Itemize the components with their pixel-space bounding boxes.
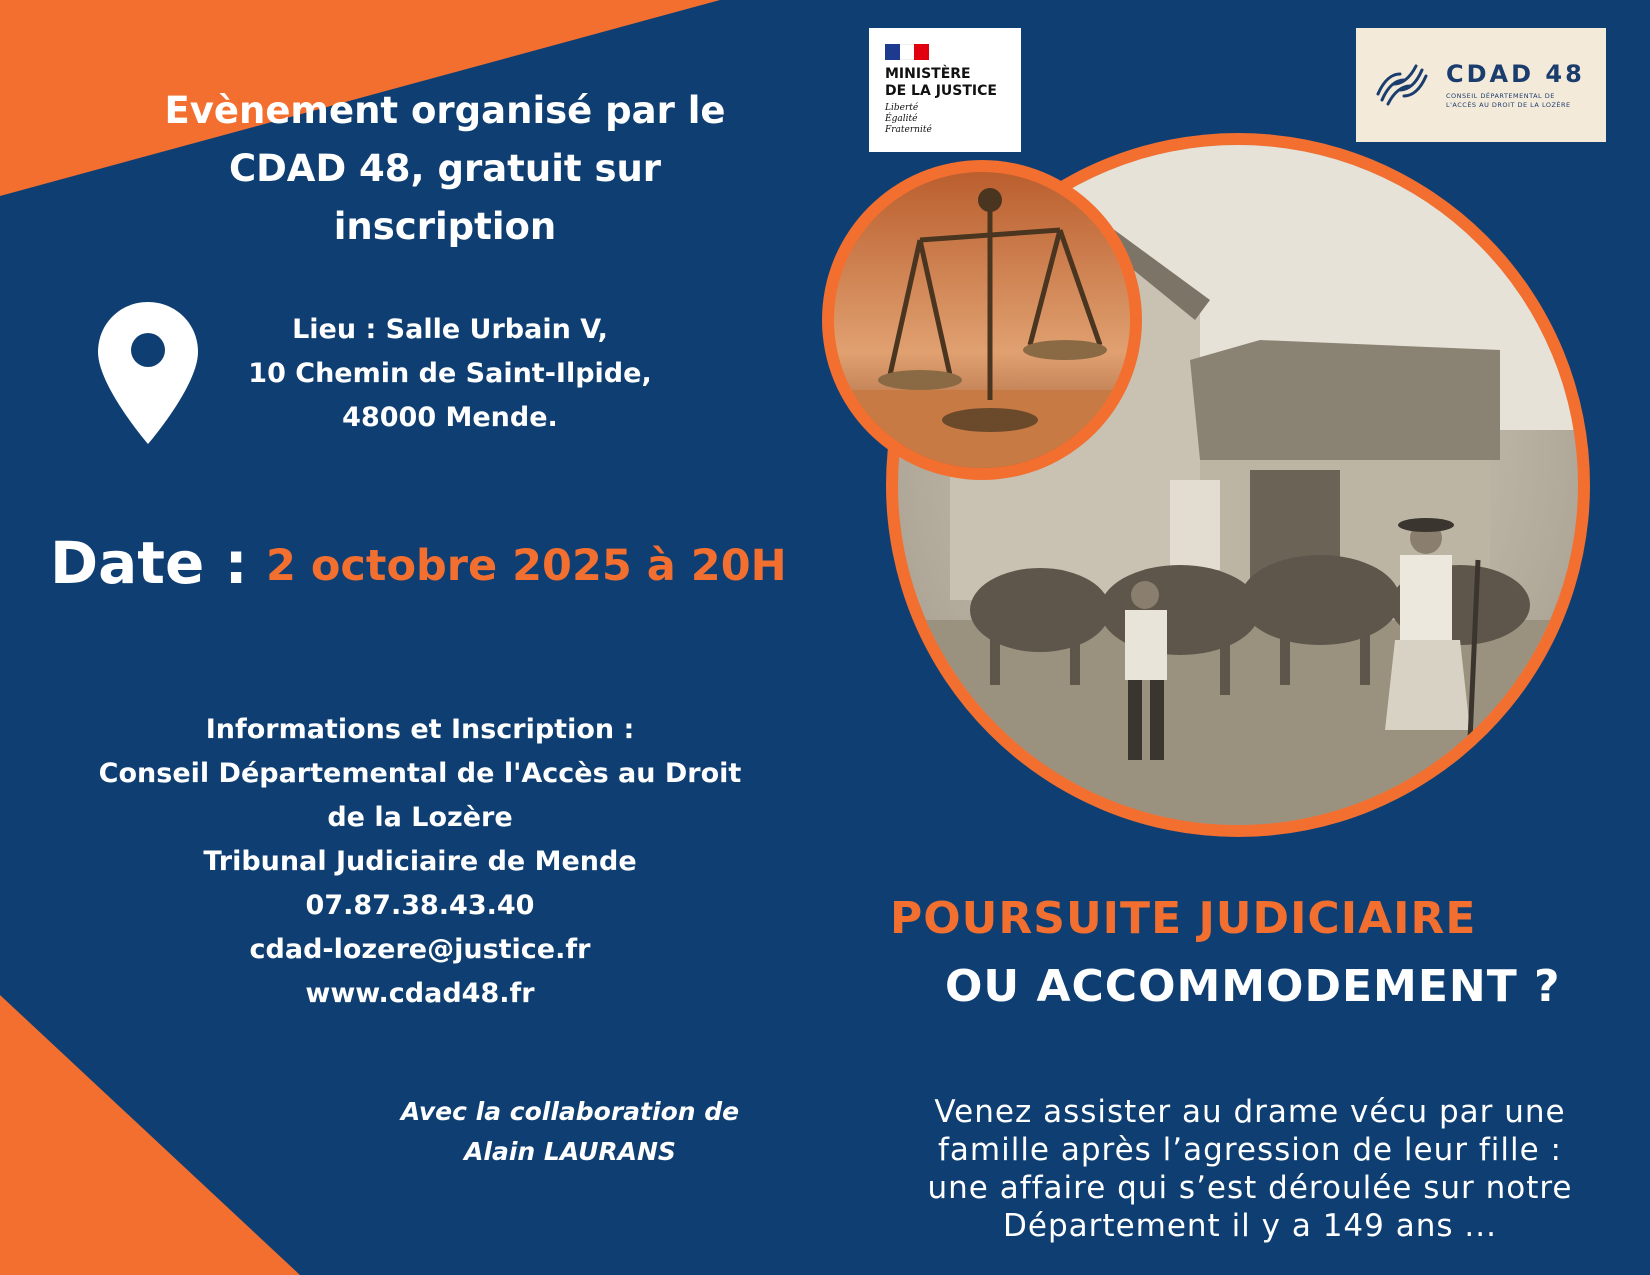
info-email: cdad-lozere@justice.fr	[249, 934, 591, 965]
date-label: Date :	[50, 529, 248, 597]
address-line: 48000 Mende.	[342, 402, 558, 433]
collab-line: Avec la collaboration de	[400, 1097, 740, 1126]
address-line: 10 Chemin de Saint-Ilpide,	[248, 358, 652, 389]
organizer-line: CDAD 48, gratuit sur	[228, 147, 662, 190]
organizer-line: inscription	[333, 205, 557, 248]
info-phone: 07.87.38.43.40	[305, 890, 535, 921]
ministry-title: MINISTÈRE DE LA JUSTICE	[885, 66, 997, 99]
headline-line2: OU ACCOMMODEMENT ?	[945, 961, 1561, 1012]
description-line: une affaire qui s’est déroulée sur notre	[927, 1170, 1573, 1206]
description-line: Venez assister au drame vécu par une	[934, 1094, 1566, 1130]
description-line: famille après l’agression de leur fille :	[937, 1132, 1562, 1168]
cdad-logo-subtitle: CONSEIL DÉPARTEMENTAL DE L'ACCÈS AU DROIT DE LA LOZÈRE	[1446, 92, 1571, 109]
ministry-motto: Liberté Égalité Fraternité	[885, 103, 932, 135]
address-line: Lieu : Salle Urbain V,	[292, 314, 608, 345]
event-description	[880, 1093, 1620, 1245]
info-organization-cont: de la Lozère	[327, 802, 513, 833]
info-organization: Conseil Départemental de l'Accès au Droit	[98, 758, 742, 789]
description-line: Département il y a 149 ans ...	[1003, 1208, 1497, 1244]
info-heading: Informations et Inscription :	[205, 714, 635, 745]
collab-name: Alain LAURANS	[464, 1137, 676, 1166]
headline-line1: POURSUITE JUDICIAIRE	[890, 893, 1477, 944]
cdad-logo-title: CDAD 48	[1446, 60, 1585, 88]
info-website: www.cdad48.fr	[305, 978, 535, 1009]
date-value: 2 octobre 2025 à 20H	[266, 541, 787, 591]
info-court: Tribunal Judiciaire de Mende	[203, 846, 637, 877]
organizer-line: Evènement organisé par le	[164, 89, 726, 132]
